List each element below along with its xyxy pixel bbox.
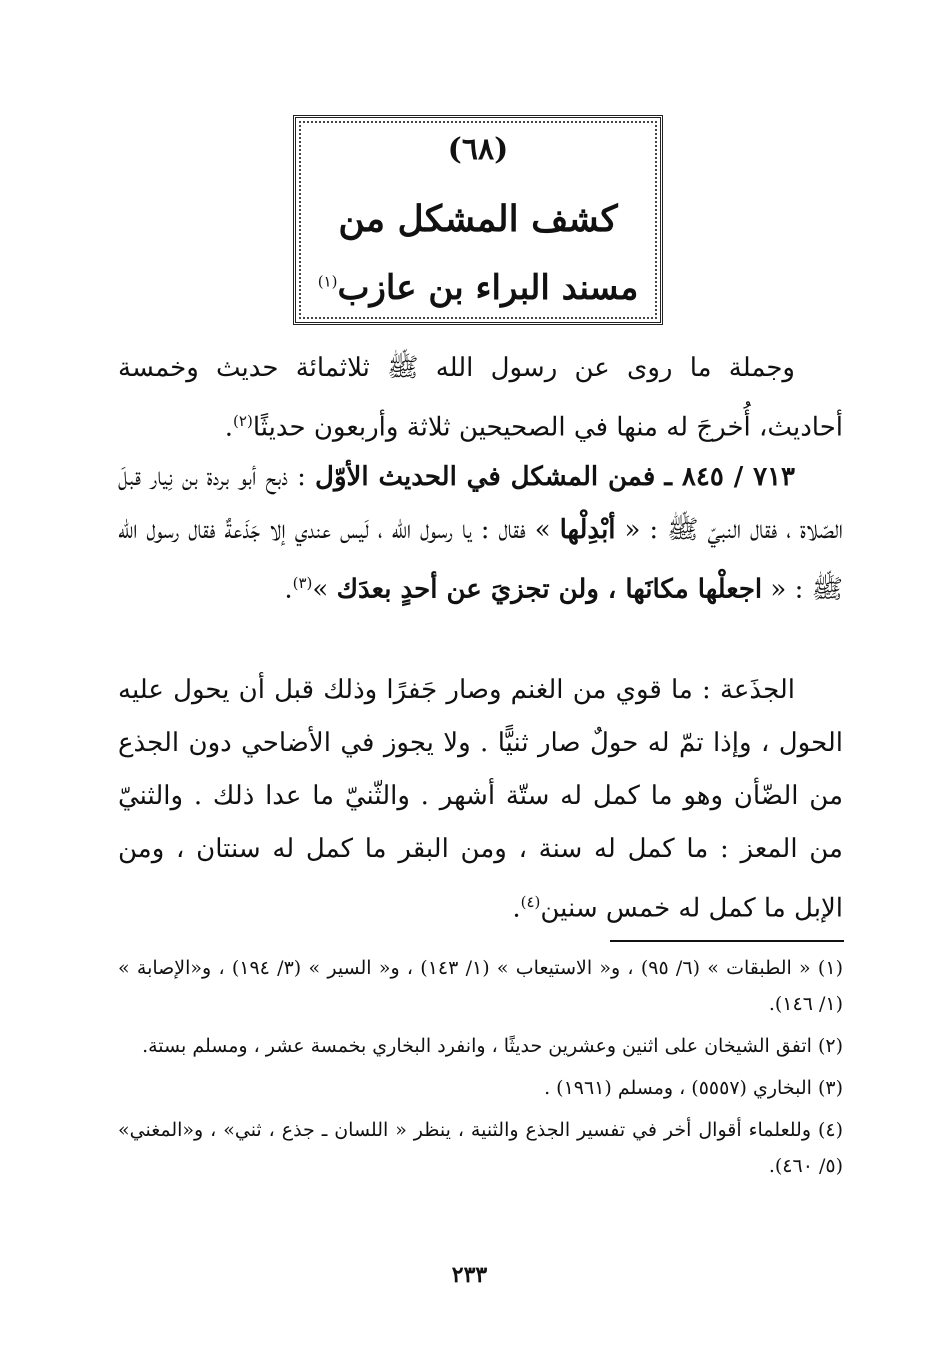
hadith-number: ٧١٣ / ٨٤٥ ـ: [664, 462, 796, 492]
hadith-quote-1: أبْدِلْها: [559, 515, 616, 545]
chapter-title-line1: كشف المشكل من: [338, 198, 618, 240]
chapter-title-line2-text: مسند البراء بن عازب: [337, 268, 639, 308]
footnotes-section: [118, 950, 843, 1190]
hadith-quote-2: اجعلْها مكانَها ، ولن تجزيَ عن أحدٍ بعدَك: [336, 574, 763, 605]
chapter-number: (٦٨): [447, 132, 509, 167]
explanation-paragraph: [118, 664, 843, 936]
page-number: ٢٣٣: [451, 1262, 488, 1288]
footnote-ref-3: (٣): [292, 574, 313, 592]
explanation-end: .: [512, 893, 521, 924]
footnote-ref-4: (٤): [520, 893, 541, 911]
chapter-title-line2: [296, 268, 660, 308]
footnote-ref-1: (١): [317, 272, 338, 291]
hadith-text-a: : ذبح أبو بردة بن نِيار قبلَ الصّلاة ، فقال النبيّ ﷺ : «: [118, 462, 843, 545]
hadith-end: .: [284, 574, 293, 605]
footnote-ref-2: (٢): [233, 412, 253, 430]
hadith-heading: فمن المشكل في الحديث الأوّل: [315, 462, 656, 492]
intro-end: .: [224, 412, 234, 443]
intro-paragraph: [118, 342, 843, 455]
footnote-3: (٣) البخاري (٥٥٥٧) ، ومسلم (١٩٦١) .: [544, 1077, 843, 1099]
footnote-2: (٢) اتفق الشيخان على اثنين وعشرين حديثًا ، وانفرد البخاري بخمسة عشر ، ومسلم بستة.: [142, 1035, 843, 1057]
hadith-paragraph: [118, 451, 843, 617]
footnote-4: (٤) وللعلماء أقوال أخر في تفسير الجذع والثنية ، ينظر « اللسان ـ جذع ، ثني» ، و«المغني» (٥/ ٤٦٠).: [118, 1119, 843, 1177]
intro-text: وجملة ما روى عن رسول الله ﷺ ثلاثمائة حديث وخمسة أحاديث، أُخرجَ له منها في الصحيحين ثلاثة وأربعون حديثًا: [118, 353, 843, 443]
hadith-text-c: »: [312, 574, 329, 605]
chapter-title-box: [293, 115, 663, 325]
footnote-separator: [610, 940, 844, 942]
footnote-1: (١) « الطبقات » (٦/ ٩٥) ، و« الاستيعاب » (١/ ١٤٣) ، و« السير » (٣/ ١٩٤) ، و«الإصابة » (١/ ١٤٦).: [118, 957, 843, 1015]
explanation-text: الجذَعة : ما قوي من الغنم وصار جَفرًا وذلك قبل أن يحول عليه الحول ، وإذا تمّ له حولٌ صار ثنيًّا . ولا يجوز في الأضاحي دون الجذع من الضّأن وهو ما كمل له ستّة أشهر . والثّنيّ ما عدا ذلك . والثنيّ من المعز : ما كمل له سنة ، ومن البقر ما كمل له سنتان ، ومن الإبل ما كمل له خمس سنين: [118, 675, 843, 924]
hadith-text-b: » فقال : يا رسول الله ، لَيس عندي إلا جَذَعةٌ فقال رسول الله ﷺ : «: [118, 515, 843, 605]
